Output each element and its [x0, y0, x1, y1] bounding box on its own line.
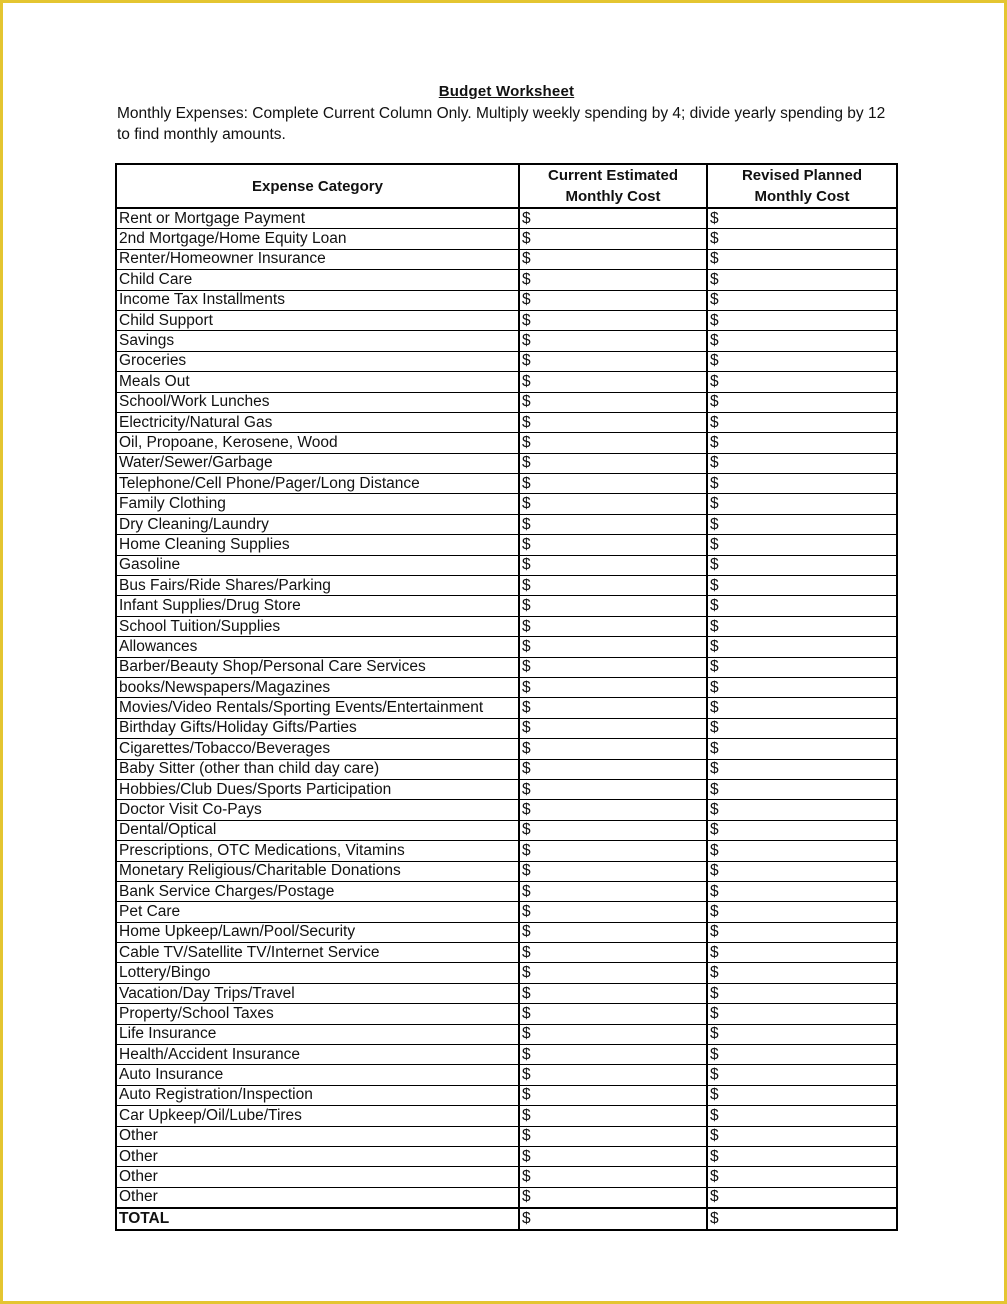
- expense-category-cell: Child Support: [116, 310, 519, 330]
- current-cost-cell[interactable]: $: [519, 800, 707, 820]
- revised-cost-cell[interactable]: $: [707, 310, 897, 330]
- current-cost-cell[interactable]: $: [519, 759, 707, 779]
- revised-cost-cell[interactable]: $: [707, 249, 897, 269]
- revised-cost-cell[interactable]: $: [707, 1085, 897, 1105]
- current-cost-cell[interactable]: $: [519, 331, 707, 351]
- expense-category-cell: Other: [116, 1167, 519, 1187]
- current-cost-cell[interactable]: $: [519, 474, 707, 494]
- table-row: [116, 1024, 897, 1044]
- current-cost-cell[interactable]: $: [519, 433, 707, 453]
- table-row: [116, 229, 897, 249]
- total-current-cell[interactable]: $: [519, 1208, 707, 1230]
- table-row: [116, 331, 897, 351]
- revised-cost-cell[interactable]: $: [707, 922, 897, 942]
- table-row: [116, 1187, 897, 1208]
- table-row: [116, 616, 897, 636]
- table-row: [116, 208, 897, 229]
- table-row: [116, 1146, 897, 1166]
- revised-cost-cell[interactable]: $: [707, 902, 897, 922]
- expense-category-cell: Telephone/Cell Phone/Pager/Long Distance: [116, 474, 519, 494]
- table-row: [116, 739, 897, 759]
- revised-cost-cell[interactable]: $: [707, 657, 897, 677]
- table-row: [116, 1167, 897, 1187]
- current-cost-cell[interactable]: $: [519, 1085, 707, 1105]
- revised-cost-cell[interactable]: $: [707, 392, 897, 412]
- expense-category-cell: Renter/Homeowner Insurance: [116, 249, 519, 269]
- header-revised-line1: Revised Planned: [741, 167, 863, 184]
- current-cost-cell[interactable]: $: [519, 861, 707, 881]
- table-header-row: [116, 164, 897, 208]
- revised-cost-cell[interactable]: $: [707, 881, 897, 901]
- table-row: [116, 1004, 897, 1024]
- revised-cost-cell[interactable]: $: [707, 290, 897, 310]
- revised-cost-cell[interactable]: $: [707, 759, 897, 779]
- expense-category-cell: Property/School Taxes: [116, 1004, 519, 1024]
- expense-category-cell: Meals Out: [116, 372, 519, 392]
- current-cost-cell[interactable]: $: [519, 351, 707, 371]
- expense-category-cell: Other: [116, 1126, 519, 1146]
- table-row: [116, 983, 897, 1003]
- table-row: [116, 861, 897, 881]
- table-row: [116, 453, 897, 473]
- table-row: [116, 718, 897, 738]
- expense-category-cell: Other: [116, 1187, 519, 1208]
- header-current-line1: Current Estimated: [547, 167, 679, 184]
- revised-cost-cell[interactable]: $: [707, 474, 897, 494]
- revised-cost-cell[interactable]: $: [707, 1045, 897, 1065]
- revised-cost-cell[interactable]: $: [707, 861, 897, 881]
- current-cost-cell[interactable]: $: [519, 1065, 707, 1085]
- current-cost-cell[interactable]: $: [519, 698, 707, 718]
- expense-category-cell: Auto Registration/Inspection: [116, 1085, 519, 1105]
- table-row: [116, 433, 897, 453]
- current-cost-cell[interactable]: $: [519, 1045, 707, 1065]
- revised-cost-cell[interactable]: $: [707, 453, 897, 473]
- document-title: Budget Worksheet: [438, 83, 575, 100]
- table-row: [116, 535, 897, 555]
- table-row: [116, 922, 897, 942]
- revised-cost-cell[interactable]: $: [707, 698, 897, 718]
- expense-category-cell: Movies/Video Rentals/Sporting Events/Entertainment: [116, 698, 519, 718]
- table-row: [116, 412, 897, 432]
- revised-cost-cell[interactable]: $: [707, 739, 897, 759]
- table-row: [116, 392, 897, 412]
- current-cost-cell[interactable]: $: [519, 1106, 707, 1126]
- table-row: [116, 249, 897, 269]
- expense-category-cell: Hobbies/Club Dues/Sports Participation: [116, 779, 519, 799]
- revised-cost-cell[interactable]: $: [707, 412, 897, 432]
- expense-rows: [116, 208, 897, 1208]
- revised-cost-cell[interactable]: $: [707, 1146, 897, 1166]
- revised-cost-cell[interactable]: $: [707, 943, 897, 963]
- expense-table: [115, 163, 898, 1231]
- table-row: [116, 576, 897, 596]
- total-row: [116, 1208, 897, 1230]
- table-row: [116, 596, 897, 616]
- table-row: [116, 759, 897, 779]
- expense-category-cell: 2nd Mortgage/Home Equity Loan: [116, 229, 519, 249]
- revised-cost-cell[interactable]: $: [707, 1167, 897, 1187]
- revised-cost-cell[interactable]: $: [707, 372, 897, 392]
- expense-category-cell: Doctor Visit Co-Pays: [116, 800, 519, 820]
- table-row: [116, 657, 897, 677]
- current-cost-cell[interactable]: $: [519, 779, 707, 799]
- current-cost-cell[interactable]: $: [519, 1126, 707, 1146]
- revised-cost-cell[interactable]: $: [707, 576, 897, 596]
- expense-category-cell: Income Tax Installments: [116, 290, 519, 310]
- table-row: [116, 555, 897, 575]
- table-row: [116, 841, 897, 861]
- revised-cost-cell[interactable]: $: [707, 718, 897, 738]
- header-expense-category: [116, 164, 519, 208]
- expense-category-cell: Prescriptions, OTC Medications, Vitamins: [116, 841, 519, 861]
- table-row: [116, 290, 897, 310]
- expense-category-cell: Pet Care: [116, 902, 519, 922]
- current-cost-cell[interactable]: $: [519, 1004, 707, 1024]
- current-cost-cell[interactable]: $: [519, 677, 707, 697]
- current-cost-cell[interactable]: $: [519, 453, 707, 473]
- table-row: [116, 677, 897, 697]
- revised-cost-cell[interactable]: $: [707, 555, 897, 575]
- revised-cost-cell[interactable]: $: [707, 1004, 897, 1024]
- expense-category-cell: Cigarettes/Tobacco/Beverages: [116, 739, 519, 759]
- table-row: [116, 779, 897, 799]
- table-row: [116, 637, 897, 657]
- current-cost-cell[interactable]: $: [519, 270, 707, 290]
- current-cost-cell[interactable]: $: [519, 1167, 707, 1187]
- revised-cost-cell[interactable]: $: [707, 1024, 897, 1044]
- header-current-line2: Monthly Cost: [565, 188, 661, 205]
- current-cost-cell[interactable]: $: [519, 392, 707, 412]
- current-cost-cell[interactable]: $: [519, 494, 707, 514]
- revised-cost-cell[interactable]: $: [707, 1065, 897, 1085]
- current-cost-cell[interactable]: $: [519, 208, 707, 229]
- revised-cost-cell[interactable]: $: [707, 596, 897, 616]
- expense-category-cell: Groceries: [116, 351, 519, 371]
- current-cost-cell[interactable]: $: [519, 657, 707, 677]
- revised-cost-cell[interactable]: $: [707, 229, 897, 249]
- current-cost-cell[interactable]: $: [519, 229, 707, 249]
- revised-cost-cell[interactable]: $: [707, 351, 897, 371]
- table-row: [116, 698, 897, 718]
- table-row: [116, 1085, 897, 1105]
- current-cost-cell[interactable]: $: [519, 983, 707, 1003]
- table-row: [116, 1045, 897, 1065]
- expense-category-cell: Home Cleaning Supplies: [116, 535, 519, 555]
- table-row: [116, 1065, 897, 1085]
- revised-cost-cell[interactable]: $: [707, 841, 897, 861]
- current-cost-cell[interactable]: $: [519, 881, 707, 901]
- total-label: TOTAL: [116, 1208, 519, 1230]
- revised-cost-cell[interactable]: $: [707, 637, 897, 657]
- revised-cost-cell[interactable]: $: [707, 270, 897, 290]
- revised-cost-cell[interactable]: $: [707, 616, 897, 636]
- expense-category-cell: Lottery/Bingo: [116, 963, 519, 983]
- revised-cost-cell[interactable]: $: [707, 983, 897, 1003]
- current-cost-cell[interactable]: $: [519, 310, 707, 330]
- current-cost-cell[interactable]: $: [519, 963, 707, 983]
- current-cost-cell[interactable]: $: [519, 372, 707, 392]
- expense-category-cell: Car Upkeep/Oil/Lube/Tires: [116, 1106, 519, 1126]
- expense-category-cell: Bus Fairs/Ride Shares/Parking: [116, 576, 519, 596]
- table-row: [116, 943, 897, 963]
- current-cost-cell[interactable]: $: [519, 514, 707, 534]
- current-cost-cell[interactable]: $: [519, 902, 707, 922]
- revised-cost-cell[interactable]: $: [707, 820, 897, 840]
- revised-cost-cell[interactable]: $: [707, 779, 897, 799]
- current-cost-cell[interactable]: $: [519, 739, 707, 759]
- expense-category-cell: School Tuition/Supplies: [116, 616, 519, 636]
- current-cost-cell[interactable]: $: [519, 290, 707, 310]
- header-category-label: Expense Category: [252, 177, 383, 195]
- revised-cost-cell[interactable]: $: [707, 514, 897, 534]
- expense-category-cell: Savings: [116, 331, 519, 351]
- table-row: [116, 494, 897, 514]
- expense-category-cell: Infant Supplies/Drug Store: [116, 596, 519, 616]
- expense-category-cell: Dry Cleaning/Laundry: [116, 514, 519, 534]
- revised-cost-cell[interactable]: $: [707, 433, 897, 453]
- expense-category-cell: Family Clothing: [116, 494, 519, 514]
- revised-cost-cell[interactable]: $: [707, 677, 897, 697]
- revised-cost-cell[interactable]: $: [707, 535, 897, 555]
- revised-cost-cell[interactable]: $: [707, 1126, 897, 1146]
- header-current-cost: [519, 164, 707, 208]
- expense-category-cell: Home Upkeep/Lawn/Pool/Security: [116, 922, 519, 942]
- current-cost-cell[interactable]: $: [519, 841, 707, 861]
- expense-category-cell: Other: [116, 1146, 519, 1166]
- current-cost-cell[interactable]: $: [519, 249, 707, 269]
- table-row: [116, 800, 897, 820]
- instructions-text: Monthly Expenses: Complete Current Column Only. Multiply weekly spending by 4; divide yearly spending by 12 to find monthly amounts.: [117, 105, 886, 143]
- expense-category-cell: School/Work Lunches: [116, 392, 519, 412]
- current-cost-cell[interactable]: $: [519, 1187, 707, 1208]
- revised-cost-cell[interactable]: $: [707, 1106, 897, 1126]
- revised-cost-cell[interactable]: $: [707, 963, 897, 983]
- current-cost-cell[interactable]: $: [519, 412, 707, 432]
- current-cost-cell[interactable]: $: [519, 535, 707, 555]
- expense-category-cell: Oil, Propoane, Kerosene, Wood: [116, 433, 519, 453]
- revised-cost-cell[interactable]: $: [707, 494, 897, 514]
- expense-category-cell: books/Newspapers/Magazines: [116, 677, 519, 697]
- expense-category-cell: Child Care: [116, 270, 519, 290]
- expense-category-cell: Baby Sitter (other than child day care): [116, 759, 519, 779]
- current-cost-cell[interactable]: $: [519, 576, 707, 596]
- current-cost-cell[interactable]: $: [519, 637, 707, 657]
- expense-category-cell: Birthday Gifts/Holiday Gifts/Parties: [116, 718, 519, 738]
- table-row: [116, 474, 897, 494]
- current-cost-cell[interactable]: $: [519, 943, 707, 963]
- revised-cost-cell[interactable]: $: [707, 800, 897, 820]
- table-row: [116, 963, 897, 983]
- expense-category-cell: Water/Sewer/Garbage: [116, 453, 519, 473]
- expense-category-cell: Rent or Mortgage Payment: [116, 208, 519, 229]
- revised-cost-cell[interactable]: $: [707, 208, 897, 229]
- current-cost-cell[interactable]: $: [519, 555, 707, 575]
- table-row: [116, 820, 897, 840]
- total-revised-cell[interactable]: $: [707, 1208, 897, 1230]
- table-row: [116, 351, 897, 371]
- header-revised-line2: Monthly Cost: [754, 188, 850, 205]
- expense-category-cell: Barber/Beauty Shop/Personal Care Services: [116, 657, 519, 677]
- table-row: [116, 310, 897, 330]
- table-row: [116, 270, 897, 290]
- expense-category-cell: Dental/Optical: [116, 820, 519, 840]
- expense-category-cell: Health/Accident Insurance: [116, 1045, 519, 1065]
- expense-category-cell: Life Insurance: [116, 1024, 519, 1044]
- expense-category-cell: Monetary Religious/Charitable Donations: [116, 861, 519, 881]
- current-cost-cell[interactable]: $: [519, 1024, 707, 1044]
- current-cost-cell[interactable]: $: [519, 820, 707, 840]
- expense-category-cell: Bank Service Charges/Postage: [116, 881, 519, 901]
- revised-cost-cell[interactable]: $: [707, 331, 897, 351]
- revised-cost-cell[interactable]: $: [707, 1187, 897, 1208]
- table-row: [116, 514, 897, 534]
- table-row: [116, 1106, 897, 1126]
- expense-category-cell: Auto Insurance: [116, 1065, 519, 1085]
- table-row: [116, 1126, 897, 1146]
- expense-category-cell: Vacation/Day Trips/Travel: [116, 983, 519, 1003]
- table-row: [116, 881, 897, 901]
- expense-category-cell: Allowances: [116, 637, 519, 657]
- current-cost-cell[interactable]: $: [519, 922, 707, 942]
- current-cost-cell[interactable]: $: [519, 616, 707, 636]
- current-cost-cell[interactable]: $: [519, 1146, 707, 1166]
- expense-category-cell: Cable TV/Satellite TV/Internet Service: [116, 943, 519, 963]
- expense-category-cell: Electricity/Natural Gas: [116, 412, 519, 432]
- table-row: [116, 372, 897, 392]
- current-cost-cell[interactable]: $: [519, 718, 707, 738]
- current-cost-cell[interactable]: $: [519, 596, 707, 616]
- header-revised-cost: [707, 164, 897, 208]
- table-row: [116, 902, 897, 922]
- expense-category-cell: Gasoline: [116, 555, 519, 575]
